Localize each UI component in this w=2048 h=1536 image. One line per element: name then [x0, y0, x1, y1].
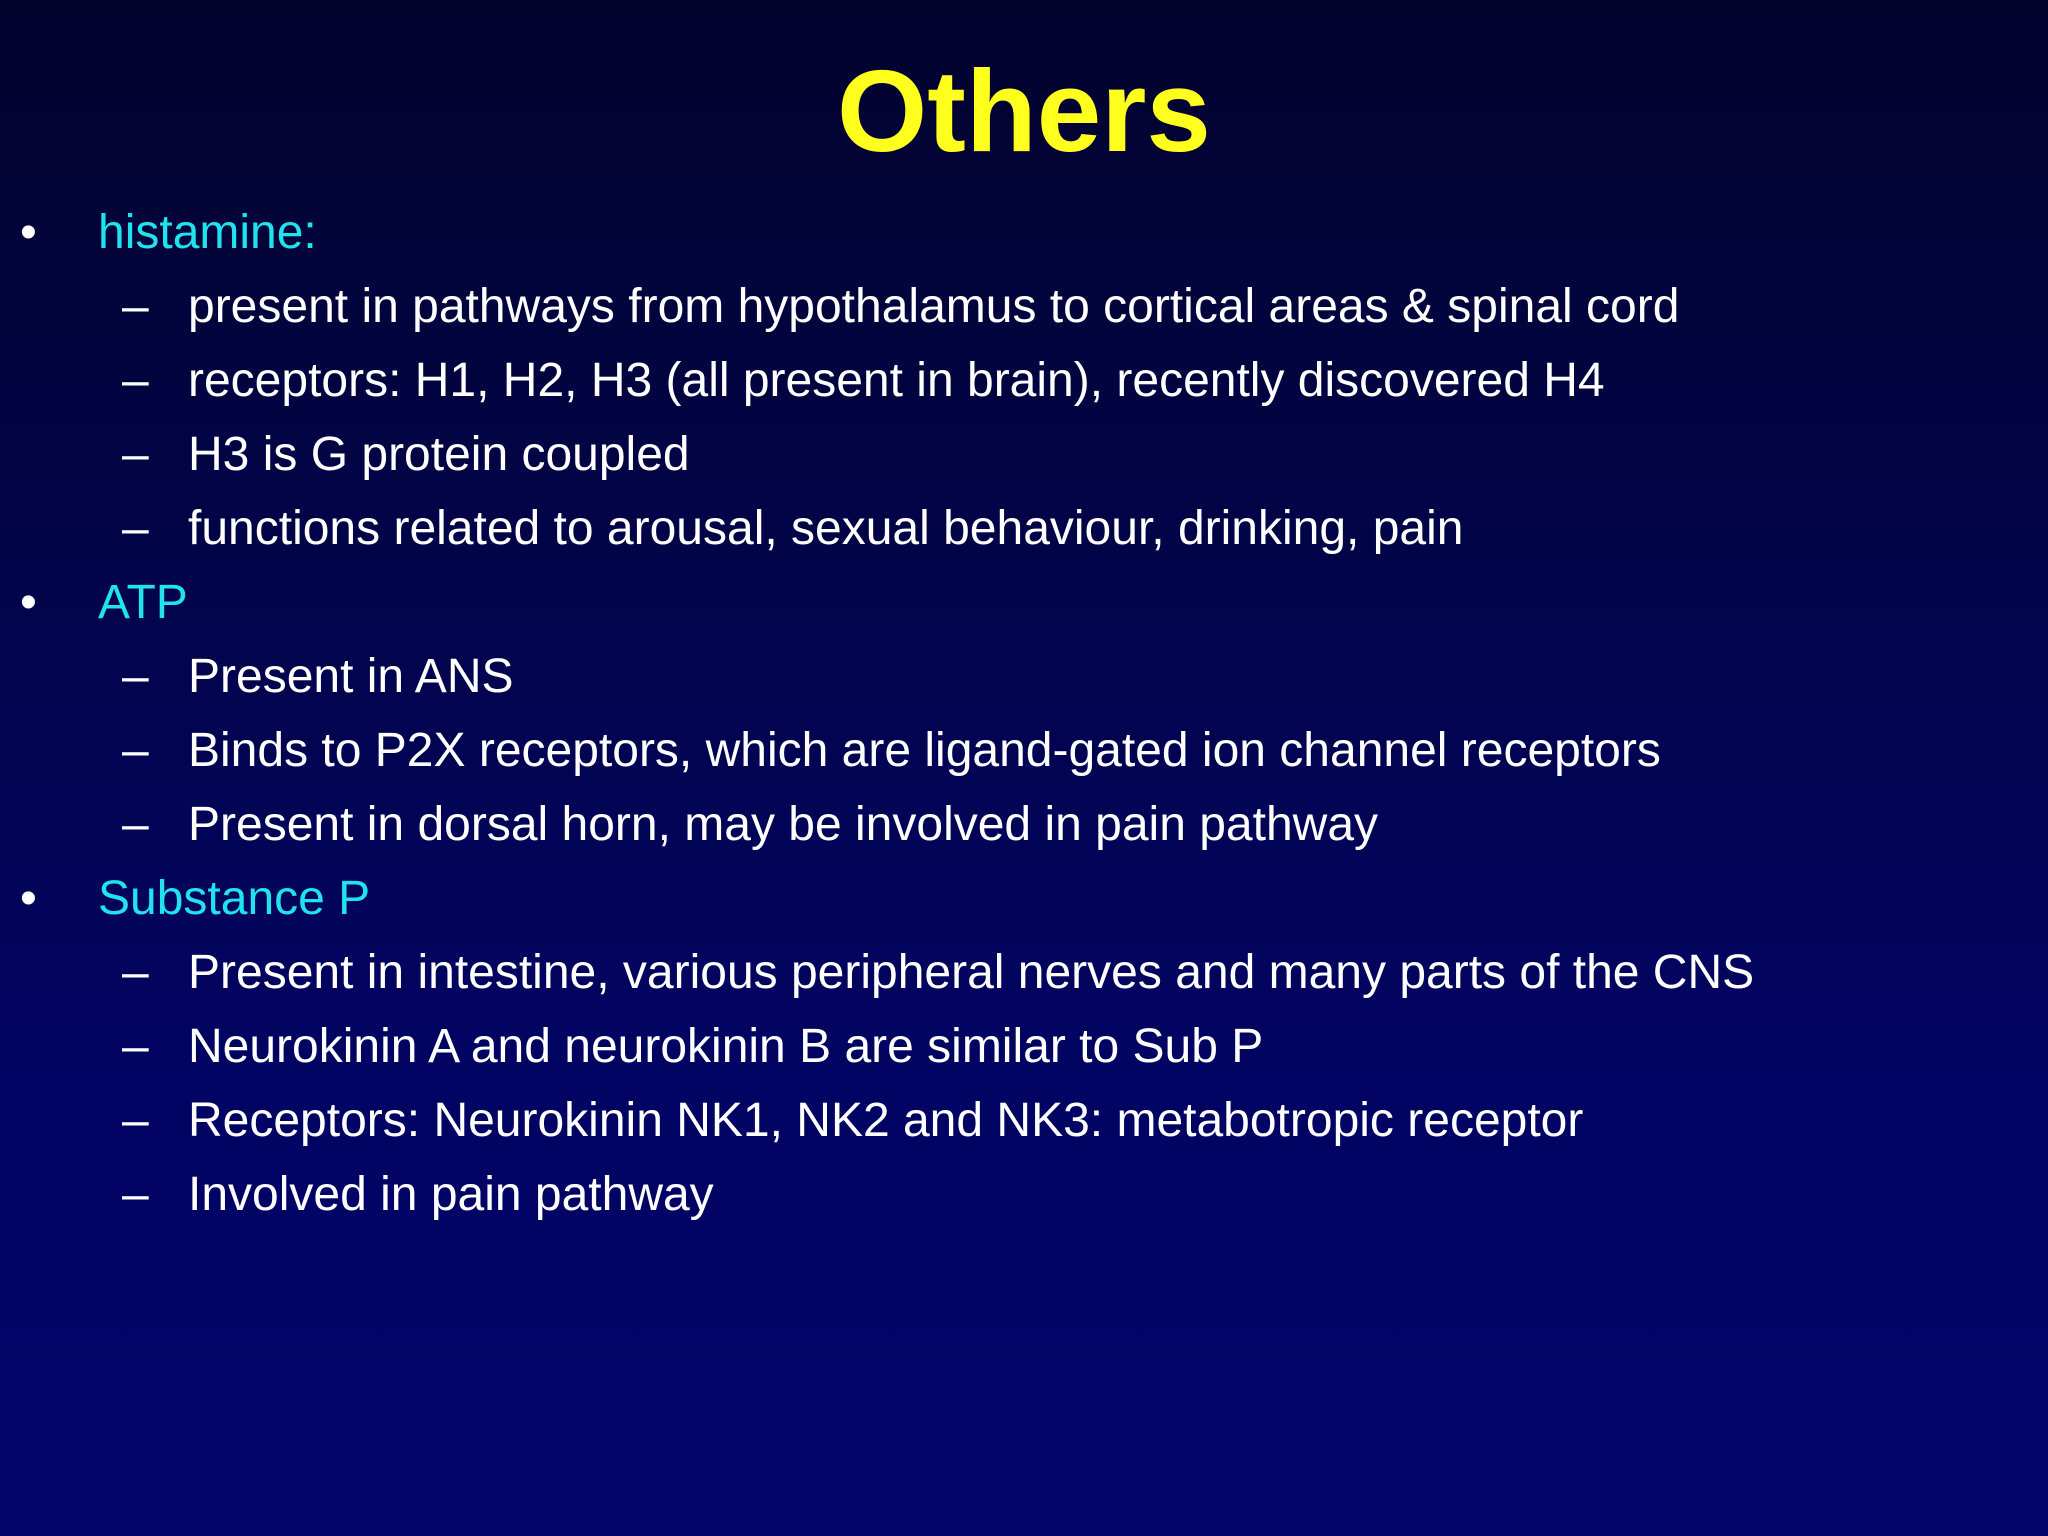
- dash-icon: –: [122, 946, 149, 999]
- section-heading: ATP: [98, 576, 188, 629]
- dash-icon: –: [122, 1094, 149, 1147]
- sub-item: [0, 1158, 2048, 1232]
- sub-item: [0, 344, 2048, 418]
- sub-item: [0, 788, 2048, 862]
- dash-icon: –: [122, 1020, 149, 1073]
- sub-item: [0, 270, 2048, 344]
- sub-item-text: Binds to P2X receptors, which are ligand-gated ion channel receptors: [188, 724, 1661, 777]
- sub-item-text: Involved in pain pathway: [188, 1168, 714, 1221]
- dash-icon: –: [122, 1168, 149, 1221]
- sub-item: [0, 640, 2048, 714]
- sub-item-text: present in pathways from hypothalamus to cortical areas & spinal cord: [188, 280, 1680, 333]
- bullet-icon: •: [20, 576, 37, 629]
- section-substance-p: [0, 862, 2048, 1232]
- sub-item-text: Present in dorsal horn, may be involved in pain pathway: [188, 798, 1379, 851]
- sub-item-text: Present in intestine, various peripheral nerves and many parts of the CNS: [188, 946, 1755, 999]
- sub-item: [0, 1010, 2048, 1084]
- section-histamine: [0, 196, 2048, 566]
- dash-icon: –: [122, 724, 149, 777]
- slide-title: Others: [837, 46, 1211, 176]
- bullet-item: [0, 196, 2048, 270]
- sub-item-text: receptors: H1, H2, H3 (all present in brain), recently discovered H4: [188, 354, 1605, 407]
- dash-icon: –: [122, 354, 149, 407]
- dash-icon: –: [122, 280, 149, 333]
- bullet-list: [0, 196, 2048, 1232]
- bullet-item: [0, 566, 2048, 640]
- sub-item-text: functions related to arousal, sexual behaviour, drinking, pain: [188, 502, 1464, 555]
- bullet-item: [0, 862, 2048, 936]
- sub-item: [0, 1084, 2048, 1158]
- sub-item-text: Receptors: Neurokinin NK1, NK2 and NK3: metabotropic receptor: [188, 1094, 1584, 1147]
- section-heading: histamine:: [98, 206, 317, 259]
- sub-item: [0, 418, 2048, 492]
- dash-icon: –: [122, 502, 149, 555]
- sub-item: [0, 936, 2048, 1010]
- sub-item-text: Neurokinin A and neurokinin B are similar to Sub P: [188, 1020, 1264, 1073]
- bullet-icon: •: [20, 206, 37, 259]
- dash-icon: –: [122, 798, 149, 851]
- section-atp: [0, 566, 2048, 862]
- bullet-icon: •: [20, 872, 37, 925]
- sub-item-text: Present in ANS: [188, 650, 514, 703]
- dash-icon: –: [122, 650, 149, 703]
- sub-item-text: H3 is G protein coupled: [188, 428, 690, 481]
- sub-item: [0, 714, 2048, 788]
- section-heading: Substance P: [98, 872, 371, 925]
- sub-item: [0, 492, 2048, 566]
- dash-icon: –: [122, 428, 149, 481]
